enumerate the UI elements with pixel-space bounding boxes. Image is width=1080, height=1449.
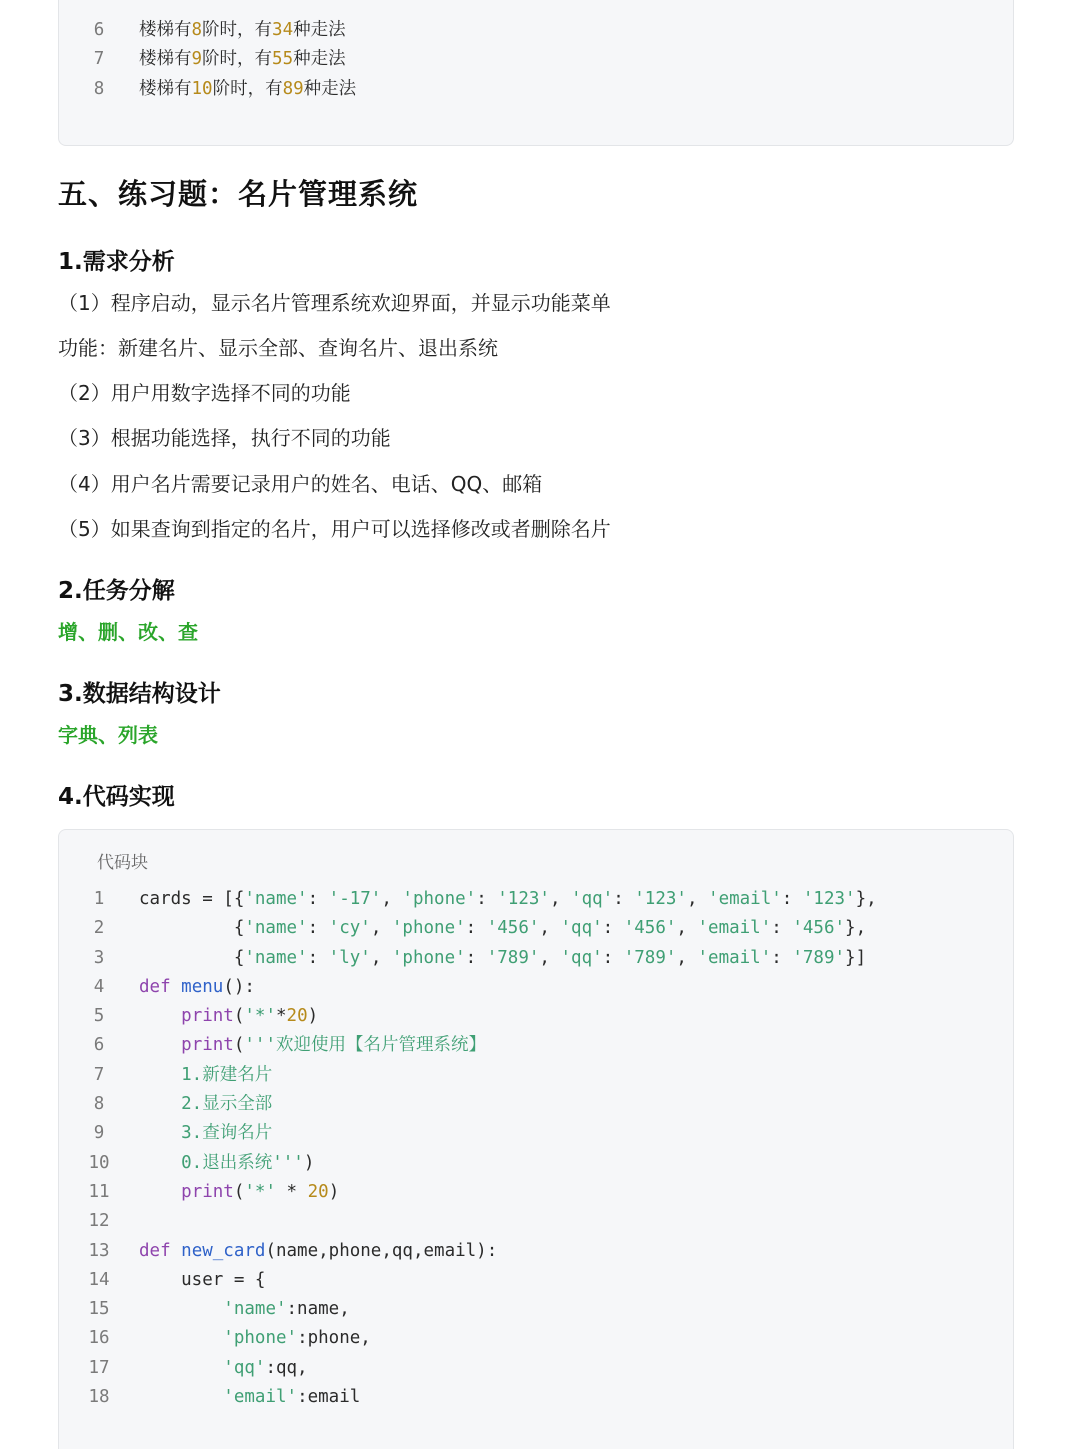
code-text	[139, 49, 346, 69]
code-token: (	[233, 1035, 245, 1056]
code-text	[139, 1065, 272, 1085]
task-highlight: 增、删、改、查	[58, 620, 198, 644]
code-token: (name,phone,qq,email):	[265, 1240, 498, 1261]
line-number: 3	[93, 947, 105, 968]
code-text	[139, 20, 346, 40]
code-block-label: 代码块	[97, 853, 148, 873]
code-token: '*'	[244, 1006, 276, 1027]
code-token: :	[465, 947, 487, 968]
code-token: )	[307, 1006, 319, 1027]
code-token: cards = [{	[139, 889, 245, 909]
code-token: :name,	[286, 1299, 350, 1320]
code-line	[59, 973, 1013, 1002]
req-item-2: （2）用户用数字选择不同的功能	[58, 381, 351, 405]
code-token: 'phone'	[391, 918, 466, 939]
code-token: 'qq'	[571, 889, 614, 909]
code-token: ,	[370, 947, 392, 968]
code-token: new_card	[181, 1240, 266, 1261]
line-number: 10	[88, 1152, 110, 1173]
code-token: 3.查询名片	[139, 1123, 273, 1144]
code-token: 'email'	[223, 1387, 298, 1408]
code-token: 'email'	[708, 889, 782, 909]
code-token: :	[771, 947, 793, 968]
code-token: 'name'	[244, 947, 308, 968]
code-token: '-17'	[328, 889, 382, 909]
code-token: :qq,	[265, 1357, 308, 1378]
code-text	[139, 79, 356, 99]
code-line	[59, 75, 1013, 104]
code-token	[171, 977, 182, 997]
code-line	[59, 1149, 1013, 1178]
code-lines	[59, 16, 1013, 104]
line-number: 12	[88, 1211, 110, 1232]
code-token: 'qq'	[223, 1357, 266, 1378]
code-text	[139, 1094, 272, 1114]
code-token: 'qq'	[560, 947, 603, 968]
code-token: },	[845, 918, 867, 939]
code-token: 20	[307, 1181, 329, 1202]
code-token: :	[781, 889, 803, 909]
line-number: 4	[93, 976, 105, 997]
code-line	[59, 1178, 1013, 1207]
code-token: def	[139, 976, 171, 997]
code-text	[139, 948, 866, 968]
code-line	[59, 1061, 1013, 1090]
code-text	[139, 918, 866, 938]
code-token: '456'	[486, 918, 540, 939]
code-token: 8	[191, 20, 203, 40]
code-token	[139, 1387, 223, 1407]
code-token: print	[181, 1035, 234, 1056]
req-item-4: （4）用户名片需要记录用户的姓名、电话、QQ、邮箱	[58, 472, 543, 496]
code-token: menu	[181, 976, 224, 997]
line-number: 15	[88, 1299, 110, 1320]
code-token: '456'	[623, 918, 677, 939]
line-number: 6	[93, 1035, 105, 1056]
code-block-top	[58, 0, 1014, 146]
code-token: ,	[549, 889, 572, 909]
line-number: 6	[93, 20, 105, 40]
code-token: '789'	[792, 947, 846, 968]
code-token: 34	[272, 20, 294, 40]
code-line	[59, 45, 1013, 74]
code-line	[59, 944, 1013, 973]
code-text	[139, 1182, 339, 1202]
code-token: '789'	[623, 947, 677, 968]
code-token	[139, 1035, 181, 1055]
code-token: :	[602, 947, 624, 968]
code-line	[59, 1266, 1013, 1295]
code-text	[139, 1153, 314, 1173]
heading-requirements: 1.需求分析	[58, 249, 175, 275]
code-token	[139, 1006, 181, 1026]
code-line	[59, 1119, 1013, 1148]
code-text	[139, 889, 877, 909]
code-token: 阶时，有	[212, 78, 283, 99]
code-token: :phone,	[297, 1328, 371, 1349]
code-token: }]	[845, 947, 867, 968]
code-token: ():	[223, 976, 255, 997]
code-line	[59, 1324, 1013, 1353]
req-item-3: （3）根据功能选择，执行不同的功能	[58, 426, 391, 450]
code-token: :	[602, 918, 624, 939]
code-token: },	[855, 889, 877, 909]
code-token: 'phone'	[223, 1328, 298, 1349]
code-text	[139, 1241, 497, 1261]
code-token: print	[181, 1181, 234, 1202]
code-token: '123'	[802, 889, 856, 909]
code-token: print	[181, 1006, 234, 1027]
code-line	[59, 1031, 1013, 1060]
code-token	[139, 1328, 223, 1348]
line-number: 8	[93, 78, 105, 99]
code-line	[59, 1002, 1013, 1031]
code-token: def	[139, 1240, 171, 1261]
heading-implementation: 4.代码实现	[58, 784, 175, 810]
line-number: 2	[93, 918, 105, 939]
code-token: 楼梯有	[139, 49, 192, 70]
line-number: 14	[88, 1269, 110, 1290]
code-token: 阶时，有	[202, 49, 273, 70]
code-text	[139, 1123, 272, 1143]
heading-data-structure: 3.数据结构设计	[58, 681, 221, 707]
code-token: ,	[676, 947, 698, 968]
code-token: 0.退出系统'''	[139, 1152, 304, 1173]
code-token: 'cy'	[328, 918, 371, 939]
code-token: 10	[191, 78, 213, 99]
code-token: *	[276, 1006, 287, 1027]
code-token: {	[139, 918, 245, 939]
code-token: :email	[297, 1387, 361, 1408]
code-token: 'ly'	[328, 947, 371, 968]
heading-task: 2.任务分解	[58, 578, 175, 604]
code-token: '123'	[634, 889, 687, 909]
line-number: 1	[93, 889, 105, 909]
code-token: 'phone'	[391, 947, 466, 968]
code-token: '456'	[792, 918, 846, 939]
code-token: 'phone'	[402, 889, 477, 909]
code-token: 'qq'	[560, 918, 603, 939]
code-token: ,	[381, 889, 403, 909]
code-line	[59, 1383, 1013, 1412]
code-token: ,	[539, 918, 561, 939]
line-number: 7	[93, 1064, 105, 1085]
code-token: ,	[539, 947, 561, 968]
code-line	[59, 1207, 1013, 1236]
code-text	[139, 1387, 360, 1407]
code-token: 种走法	[293, 20, 346, 40]
line-number: 17	[88, 1357, 110, 1378]
code-token: '123'	[497, 889, 550, 909]
code-token: 楼梯有	[139, 20, 192, 40]
code-token: 阶时，有	[202, 20, 273, 40]
req-item-5: （5）如果查询到指定的名片，用户可以选择修改或者删除名片	[58, 517, 611, 541]
code-token: 'email'	[697, 947, 772, 968]
code-lines	[59, 885, 1013, 1412]
line-number: 16	[88, 1328, 110, 1349]
code-token: :	[307, 947, 329, 968]
code-token: 种走法	[293, 49, 346, 70]
code-text	[139, 1328, 371, 1348]
code-text	[139, 977, 255, 997]
code-token: :	[307, 889, 329, 909]
code-text	[139, 1035, 486, 1055]
code-token: {	[139, 947, 245, 968]
code-line	[59, 885, 1013, 914]
code-token: 20	[286, 1006, 308, 1027]
code-token: )	[328, 1181, 340, 1202]
code-token: 楼梯有	[139, 78, 192, 99]
section-title: 五、练习题：名片管理系统	[58, 177, 419, 211]
code-token	[139, 1182, 181, 1202]
code-token: (	[233, 1006, 245, 1027]
line-number: 9	[93, 1123, 105, 1144]
code-text	[139, 1358, 308, 1378]
code-line	[59, 1090, 1013, 1119]
line-number: 13	[88, 1240, 110, 1261]
code-token: '*'	[244, 1181, 276, 1202]
code-text	[139, 1299, 350, 1319]
code-token: user = {	[139, 1269, 266, 1290]
line-number: 18	[88, 1387, 110, 1408]
code-token: ,	[676, 918, 698, 939]
code-text	[139, 1006, 318, 1026]
code-token: 种走法	[303, 78, 357, 99]
code-token: :	[465, 918, 487, 939]
code-token: '789'	[486, 947, 540, 968]
req-functions: 功能：新建名片、显示全部、查询名片、退出系统	[58, 336, 498, 360]
code-block	[58, 829, 1014, 1449]
code-token: :	[613, 889, 635, 909]
code-line	[59, 914, 1013, 943]
code-token	[171, 1241, 182, 1261]
code-token: 'email'	[697, 918, 772, 939]
code-token: '''欢迎使用【名片管理系统】	[244, 1035, 486, 1056]
code-token: 2.显示全部	[139, 1094, 273, 1115]
code-line	[59, 1237, 1013, 1266]
code-token: (	[233, 1181, 245, 1202]
code-line	[59, 1295, 1013, 1324]
code-token: ,	[686, 889, 709, 909]
line-number: 8	[93, 1094, 105, 1115]
code-token: 1.新建名片	[139, 1064, 273, 1085]
code-token: :	[771, 918, 793, 939]
code-line	[59, 1354, 1013, 1383]
code-token: )	[303, 1152, 315, 1173]
code-text	[139, 1270, 265, 1290]
code-token: 9	[191, 49, 203, 70]
code-token: 'name'	[244, 918, 308, 939]
code-token: 'name'	[223, 1299, 287, 1320]
code-token	[139, 1299, 223, 1319]
code-token: 55	[272, 49, 294, 70]
req-item-1: （1）程序启动，显示名片管理系统欢迎界面，并显示功能菜单	[58, 291, 611, 315]
code-token: 89	[282, 78, 304, 99]
code-token: ,	[370, 918, 392, 939]
code-token: :	[307, 918, 329, 939]
line-number: 11	[88, 1181, 110, 1202]
code-token	[139, 1358, 223, 1378]
code-token: :	[476, 889, 498, 909]
code-line	[59, 16, 1013, 45]
code-token: 'name'	[244, 889, 308, 909]
ds-highlight: 字典、列表	[58, 723, 158, 747]
code-token: *	[276, 1181, 308, 1202]
line-number: 7	[93, 49, 105, 70]
line-number: 5	[93, 1006, 105, 1027]
